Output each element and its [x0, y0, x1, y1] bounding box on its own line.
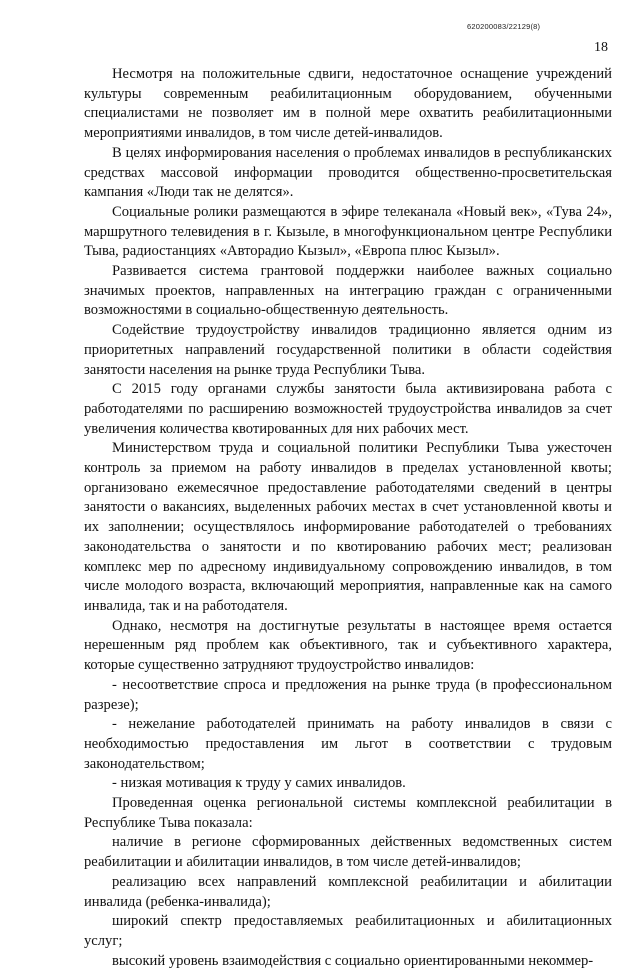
list-item: - низкая мотивация к труду у самих инвалидов.: [112, 775, 406, 792]
page-number: 18: [594, 40, 608, 55]
list-item: - нежелание работодателей принимать на работу инвалидов в связи с необходимостью предоставления им льгот в соответствии с трудовым законодательством;: [84, 716, 612, 772]
list-item: реализацию всех направлений комплексной реабилитации и абилитации инвалида (ребенка-инвалида);: [84, 873, 612, 910]
paragraph: Однако, несмотря на достигнутые результаты в настоящее время остается нерешенным ряд проблем как объективного, так и субъективного характера, которые существенно затрудняют трудоустройство инвалидов:: [84, 617, 612, 674]
list-item: наличие в регионе сформированных действенных ведомственных систем реабилитации и абилитации инвалидов, в том числе детей-инвалидов;: [84, 834, 612, 871]
document-code: 620200083/22129(8): [467, 22, 541, 31]
list-item: - несоответствие спроса и предложения на рынке труда (в профессиональном разрезе);: [84, 676, 612, 713]
paragraph: Социальные ролики размещаются в эфире телеканала «Новый век», «Тува 24», маршрутного телевидения в г. Кызыле, в многофункциональном центре Республики Тыва, радиостанциях «Авторадио Кызыл», «Европа плюс Кызыл».: [84, 203, 612, 260]
paragraph: Содействие трудоустройству инвалидов традиционно является одним из приоритетных направлений государственной политики в области содействия занятости населения на рынке труда Республики Тыва.: [84, 322, 612, 378]
paragraph: В целях информирования населения о проблемах инвалидов в республиканских средствах массовой информации проводится общественно-просветительская кампания «Люди так не делятся».: [84, 144, 612, 201]
paragraph: Министерством труда и социальной политики Республики Тыва ужесточен контроль за приемом на работу инвалидов в пределах установленной квоты; организовано ежемесячное предоставление работодателями сведений в центры занятости о вакансиях, выделенных рабочих местах в счет установленной квоты и их заполнении; осуществлялось информирование работодателей о требованиях законодательства о занятости и по квотированию рабочих мест; реализован комплекс мер по адресному индивидуальному сопровождению инвалидов, в том числе молодого возраста, включающий мероприятия, направленные как на самого инвалида, так и на работодателя.: [84, 440, 612, 614]
paragraph: Развивается система грантовой поддержки наиболее важных социально значимых проектов, направленных на интеграцию граждан с ограниченными возможностями в социально-общественную деятельность.: [84, 263, 612, 319]
paragraph: Несмотря на положительные сдвиги, недостаточное оснащение учреждений культуры современным реабилитационным оборудованием, обученными специалистами не позволяет им в полной мере охватить реабилитационными мероприятиями инвалидов, в том числе детей-инвалидов.: [84, 66, 612, 142]
body-text: [84, 65, 612, 971]
paragraph: Проведенная оценка региональной системы комплексной реабилитации в Республике Тыва показала:: [84, 795, 612, 831]
list-item: широкий спектр предоставляемых реабилитационных и абилитационных услуг;: [84, 913, 612, 949]
paragraph: С 2015 году органами службы занятости была активизирована работа с работодателями по расширению возможностей трудоустройства инвалидов за счет увеличения количества квотированных для них рабочих мест.: [84, 381, 612, 437]
list-item: высокий уровень взаимодействия с социально ориентированными некоммер-: [112, 952, 594, 969]
